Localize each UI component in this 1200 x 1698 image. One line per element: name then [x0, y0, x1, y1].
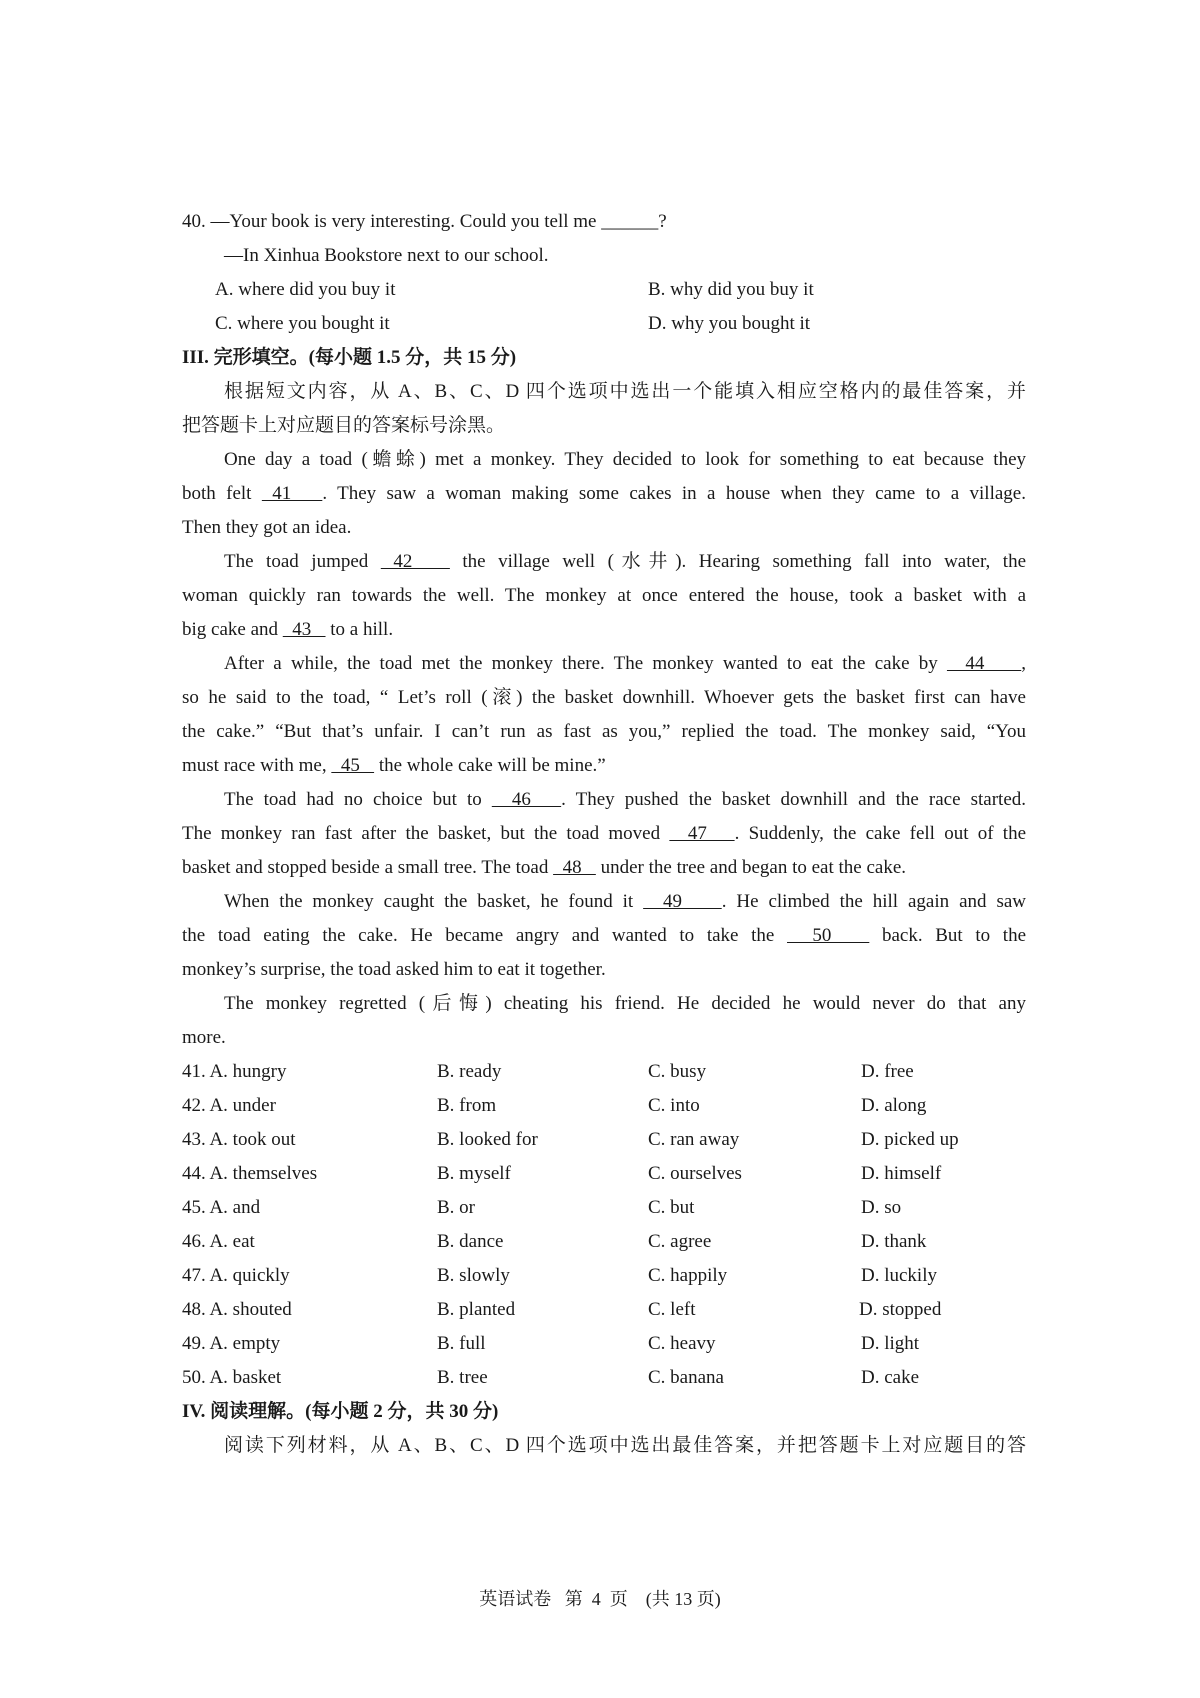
q40-option-a: A. where did you buy it — [215, 279, 396, 300]
option-50-d: D. cake — [861, 1367, 920, 1388]
q40-option-c: C. where you bought it — [215, 313, 390, 334]
option-41-c: C. busy — [648, 1061, 707, 1082]
section-4-instruction: 阅读下列材料，从 A、B、C、D 四个选项中选出最佳答案，并把答题卡上对应题目的答 — [224, 1435, 1026, 1456]
option-48-d: D. stopped — [859, 1299, 942, 1320]
option-47-a: 47. A. quickly — [182, 1265, 290, 1286]
option-46-d: D. thank — [861, 1231, 927, 1252]
passage-p6-line2: more. — [182, 1027, 226, 1048]
option-48-c: C. left — [648, 1299, 696, 1320]
passage-p1-line2: both felt 41 . They saw a woman making some cakes in a house when they came to a village. — [182, 483, 1026, 504]
q40-option-d: D. why you bought it — [648, 313, 811, 334]
blank-47: 47 — [669, 823, 735, 844]
section-4-heading: IV. 阅读理解。(每小题 2 分，共 30 分) — [182, 1401, 499, 1422]
option-43-d: D. picked up — [861, 1129, 959, 1150]
option-42-c: C. into — [648, 1095, 700, 1116]
option-50-b: B. tree — [437, 1367, 488, 1388]
option-50-c: C. banana — [648, 1367, 724, 1388]
passage-p4-line1: The toad had no choice but to 46 . They pushed the basket downhill and the race started. — [224, 789, 1026, 810]
passage-p3-line4: must race with me, 45 the whole cake will be mine.” — [182, 755, 606, 776]
option-46-c: C. agree — [648, 1231, 712, 1252]
option-44-d: D. himself — [861, 1163, 942, 1184]
option-41-b: B. ready — [437, 1061, 502, 1082]
passage-p5-line3: monkey’s surprise, the toad asked him to eat it together. — [182, 959, 606, 980]
passage-p2-line3: big cake and 43 to a hill. — [182, 619, 394, 640]
blank-42: 42 — [380, 551, 450, 572]
option-47-c: C. happily — [648, 1265, 728, 1286]
passage-p4-line3: basket and stopped beside a small tree. The toad 48 under the tree and began to eat the cake. — [182, 857, 907, 878]
option-49-d: D. light — [861, 1333, 920, 1354]
q40-option-b: B. why did you buy it — [648, 279, 814, 300]
blank-45: 45 — [331, 755, 375, 776]
option-43-c: C. ran away — [648, 1129, 740, 1150]
q40-answer: —In Xinhua Bookstore next to our school. — [224, 245, 549, 266]
page-footer: 英语试卷 第 4 页 (共 13 页) — [479, 1589, 721, 1609]
option-45-a: 45. A. and — [182, 1197, 261, 1218]
option-45-d: D. so — [861, 1197, 902, 1218]
option-44-b: B. myself — [437, 1163, 511, 1184]
passage-p2-line2: woman quickly ran towards the well. The monkey at once entered the house, took a basket with a — [182, 585, 1026, 606]
option-49-b: B. full — [437, 1333, 486, 1354]
blank-48: 48 — [553, 857, 596, 878]
option-42-a: 42. A. under — [182, 1095, 276, 1116]
option-49-c: C. heavy — [648, 1333, 716, 1354]
passage-p2-line1: The toad jumped 42 the village well (水井). Hearing something fall into water, the — [224, 551, 1026, 572]
passage-p5-line2: the toad eating the cake. He became angry and wanted to take the 50 back. But to the — [182, 925, 1026, 946]
option-43-b: B. looked for — [437, 1129, 538, 1150]
blank-44: 44 — [946, 653, 1022, 674]
blank-50: 50 — [787, 925, 870, 946]
passage-p3-line2: so he said to the toad, “ Let’s roll (滚) the basket downhill. Whoever gets the basket first can have — [182, 687, 1026, 708]
section-3-instruction-cont: 把答题卡上对应题目的答案标号涂黑。 — [182, 415, 506, 436]
option-47-d: D. luckily — [861, 1265, 937, 1286]
passage-p6-line1: The monkey regretted (后悔) cheating his friend. He decided he would never do that any — [224, 993, 1026, 1014]
option-46-b: B. dance — [437, 1231, 504, 1252]
blank-41: 41 — [261, 483, 323, 504]
blank-46: 46 — [491, 789, 562, 810]
option-44-c: C. ourselves — [648, 1163, 742, 1184]
option-50-a: 50. A. basket — [182, 1367, 282, 1388]
option-43-a: 43. A. took out — [182, 1129, 296, 1150]
passage-p3-line1: After a while, the toad met the monkey there. The monkey wanted to eat the cake by 44 , — [224, 653, 1026, 674]
option-48-a: 48. A. shouted — [182, 1299, 292, 1320]
option-47-b: B. slowly — [437, 1265, 510, 1286]
section-3-instruction: 根据短文内容，从 A、B、C、D 四个选项中选出一个能填入相应空格内的最佳答案，并 — [224, 381, 1026, 402]
option-45-b: B. or — [437, 1197, 475, 1218]
option-41-d: D. free — [861, 1061, 914, 1082]
q40-stem: 40. —Your book is very interesting. Could you tell me ______? — [182, 211, 667, 232]
passage-p4-line2: The monkey ran fast after the basket, but the toad moved 47 . Suddenly, the cake fell out of the — [182, 823, 1026, 844]
blank-49: 49 — [643, 891, 722, 912]
passage-p3-line3: the cake.” “But that’s unfair. I can’t run as fast as you,” replied the toad. The monkey said, “You — [182, 721, 1026, 742]
option-42-b: B. from — [437, 1095, 497, 1116]
option-42-d: D. along — [861, 1095, 927, 1116]
blank-43: 43 — [282, 619, 326, 640]
option-49-a: 49. A. empty — [182, 1333, 281, 1354]
option-45-c: C. but — [648, 1197, 695, 1218]
option-44-a: 44. A. themselves — [182, 1163, 318, 1184]
option-48-b: B. planted — [437, 1299, 516, 1320]
passage-p1-line3: Then they got an idea. — [182, 517, 352, 538]
section-3-heading: III. 完形填空。(每小题 1.5 分，共 15 分) — [182, 347, 517, 368]
passage-p1-line1: One day a toad (蟾蜍) met a monkey. They decided to look for something to eat because they — [224, 449, 1026, 470]
passage-p5-line1: When the monkey caught the basket, he found it 49 . He climbed the hill again and saw — [224, 891, 1026, 912]
option-46-a: 46. A. eat — [182, 1231, 255, 1252]
option-41-a: 41. A. hungry — [182, 1061, 287, 1082]
